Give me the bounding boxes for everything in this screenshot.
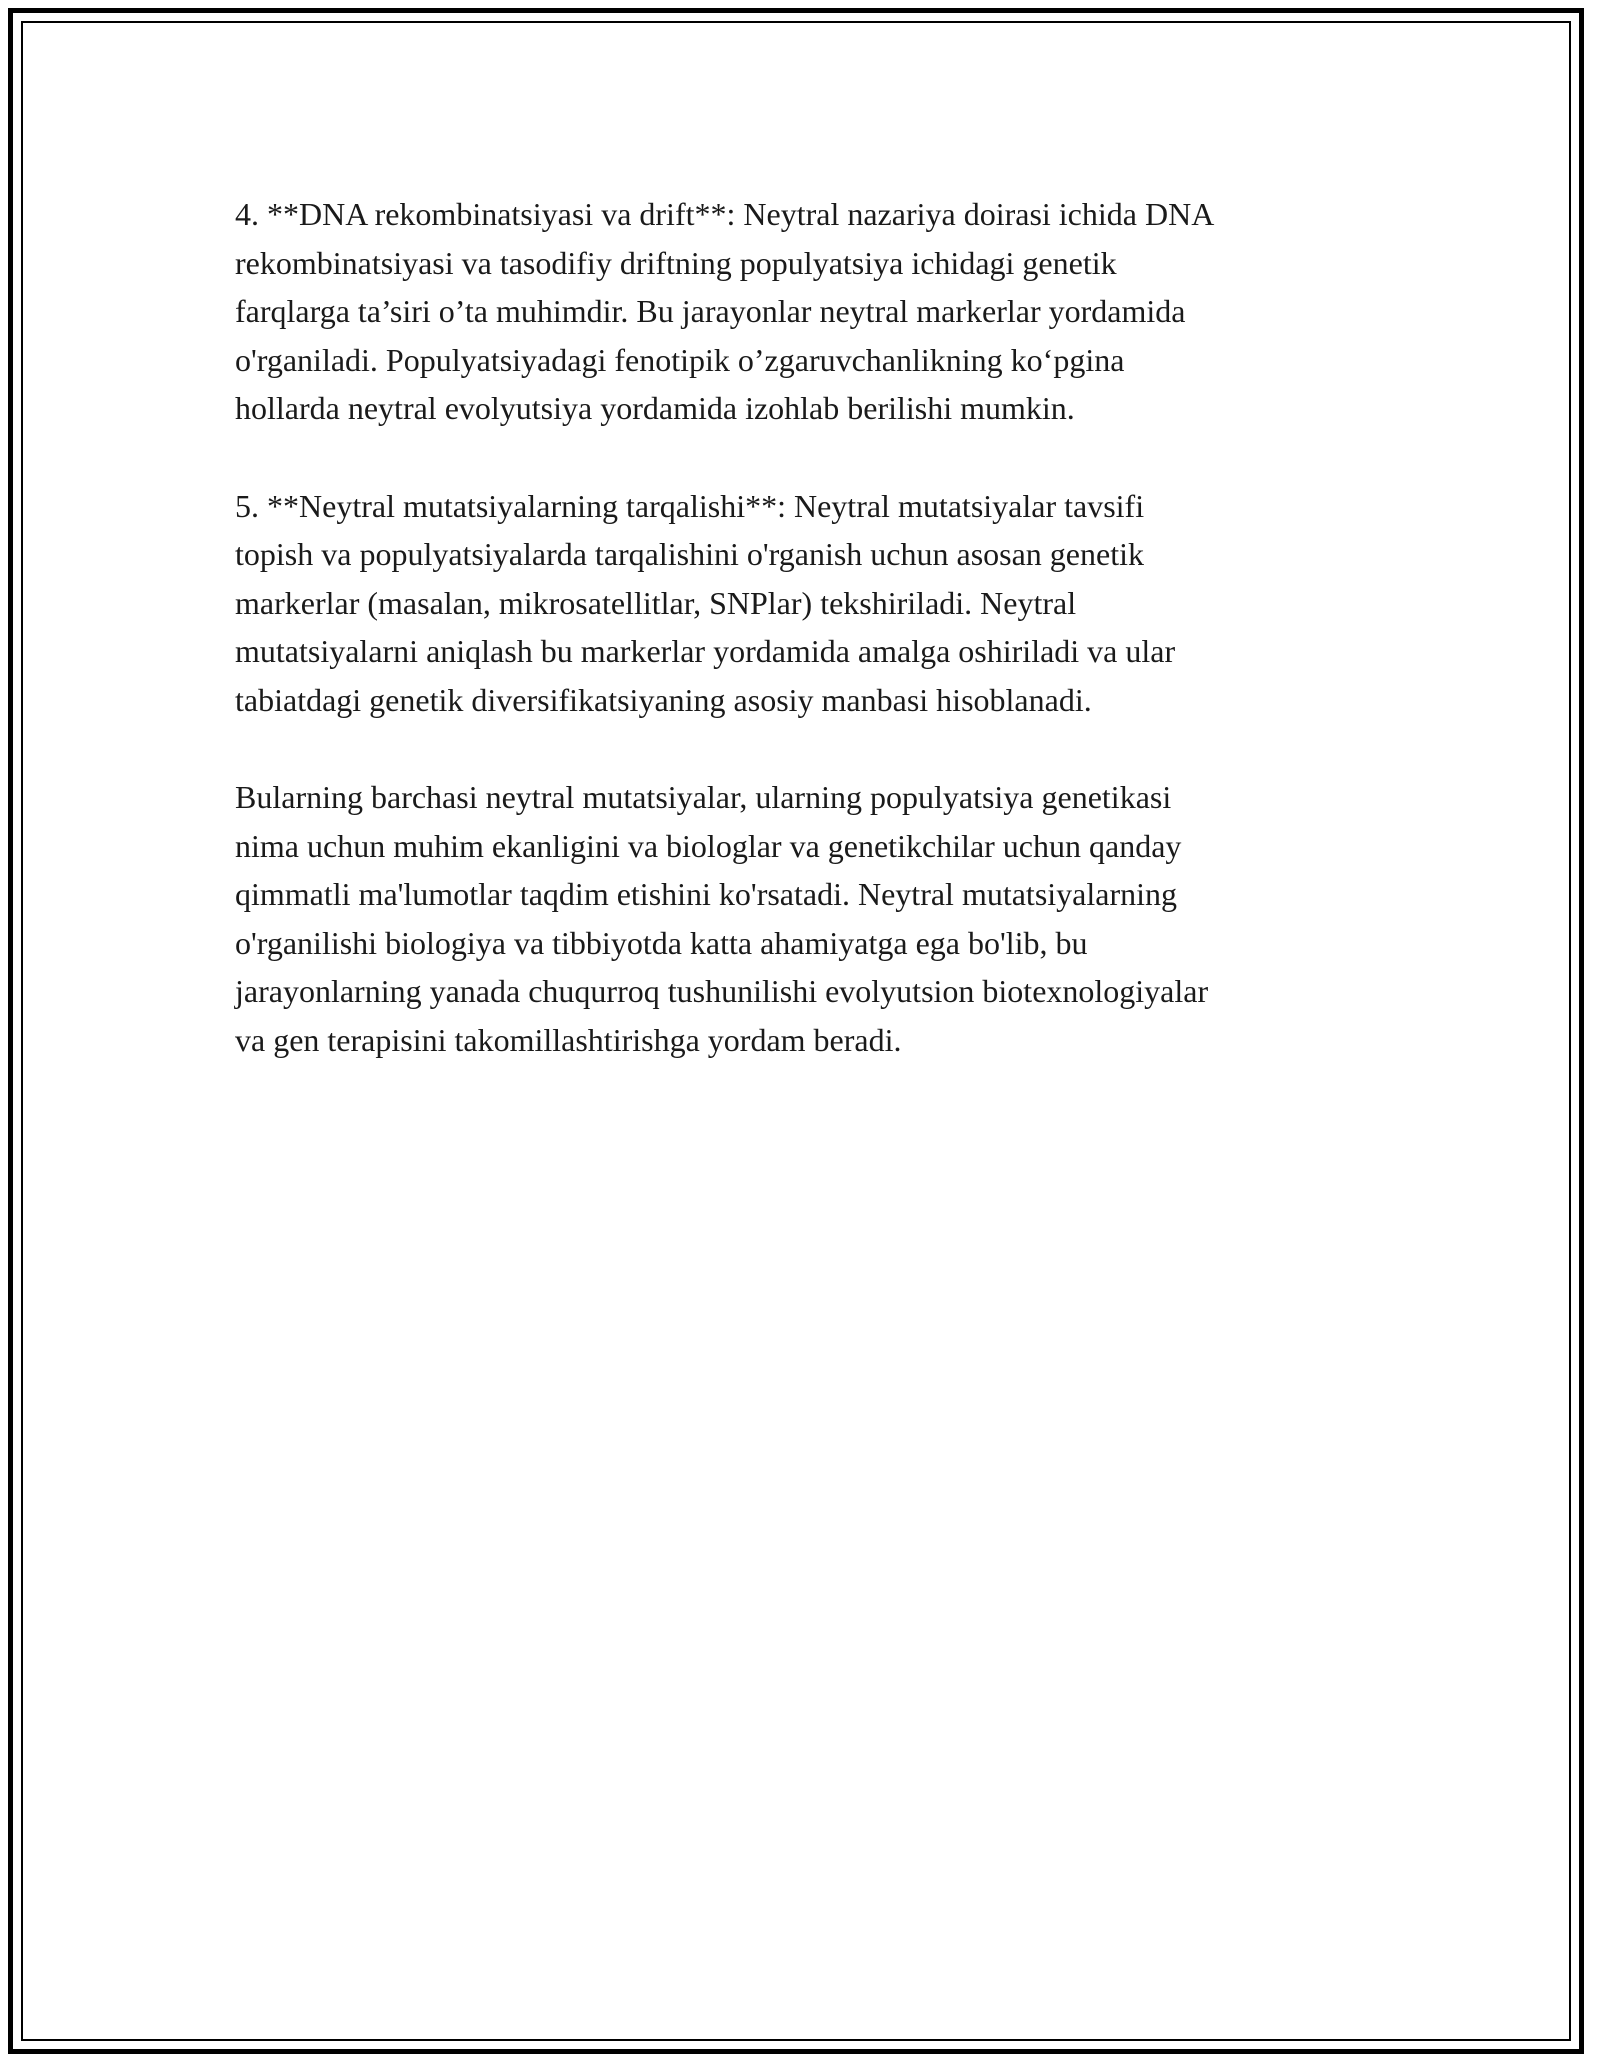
paragraph-neutral-mutation-spread: 5. **Neytral mutatsiyalarning tarqalishi**: Neytral mutatsiyalar tavsifi topish va populyatsiyalarda tarqalishini o'rganish uchun asosan genetik markerlar (masalan, mikrosatellitlar, SNPlar) tekshiriladi. Neytral mutatsiyalarni aniqlash bu markerlar yordamida amalga oshiriladi va ular tabiatdagi genetik diversifikatsiyaning asosiy manbasi hisoblanadi. <box>235 487 1176 718</box>
document-body <box>235 190 1395 1113</box>
paragraph-dna-recombination: 4. **DNA rekombinatsiyasi va drift**: Neytral nazariya doirasi ichida DNA rekombinatsiyasi va tasodifiy driftning populyatsiya ichidagi genetik farqlarga ta’siri o’ta muhimdir. Bu jarayonlar neytral markerlar yordamida o'rganiladi. Populyatsiyadagi fenotipik o’zgaruvchanlikning ko‘pgina hollarda neytral evolyutsiya yordamida izohlab berilishi mumkin. <box>235 196 1215 426</box>
paragraph-conclusion: Bularning barchasi neytral mutatsiyalar, ularning populyatsiya genetikasi nima uchun muhim ekanligini va biologlar va genetikchilar uchun qanday qimmatli ma'lumotlar taqdim etishini ko'rsatadi. Neytral mutatsiyalarning o'rganilishi biologiya va tibbiyotda katta ahamiyatga ega bo'lib, bu jarayonlarning yanada chuqurroq tushunilishi evolyutsion biotexnologiyalar va gen terapisini takomillashtirishga yordam beradi. <box>235 779 1209 1058</box>
